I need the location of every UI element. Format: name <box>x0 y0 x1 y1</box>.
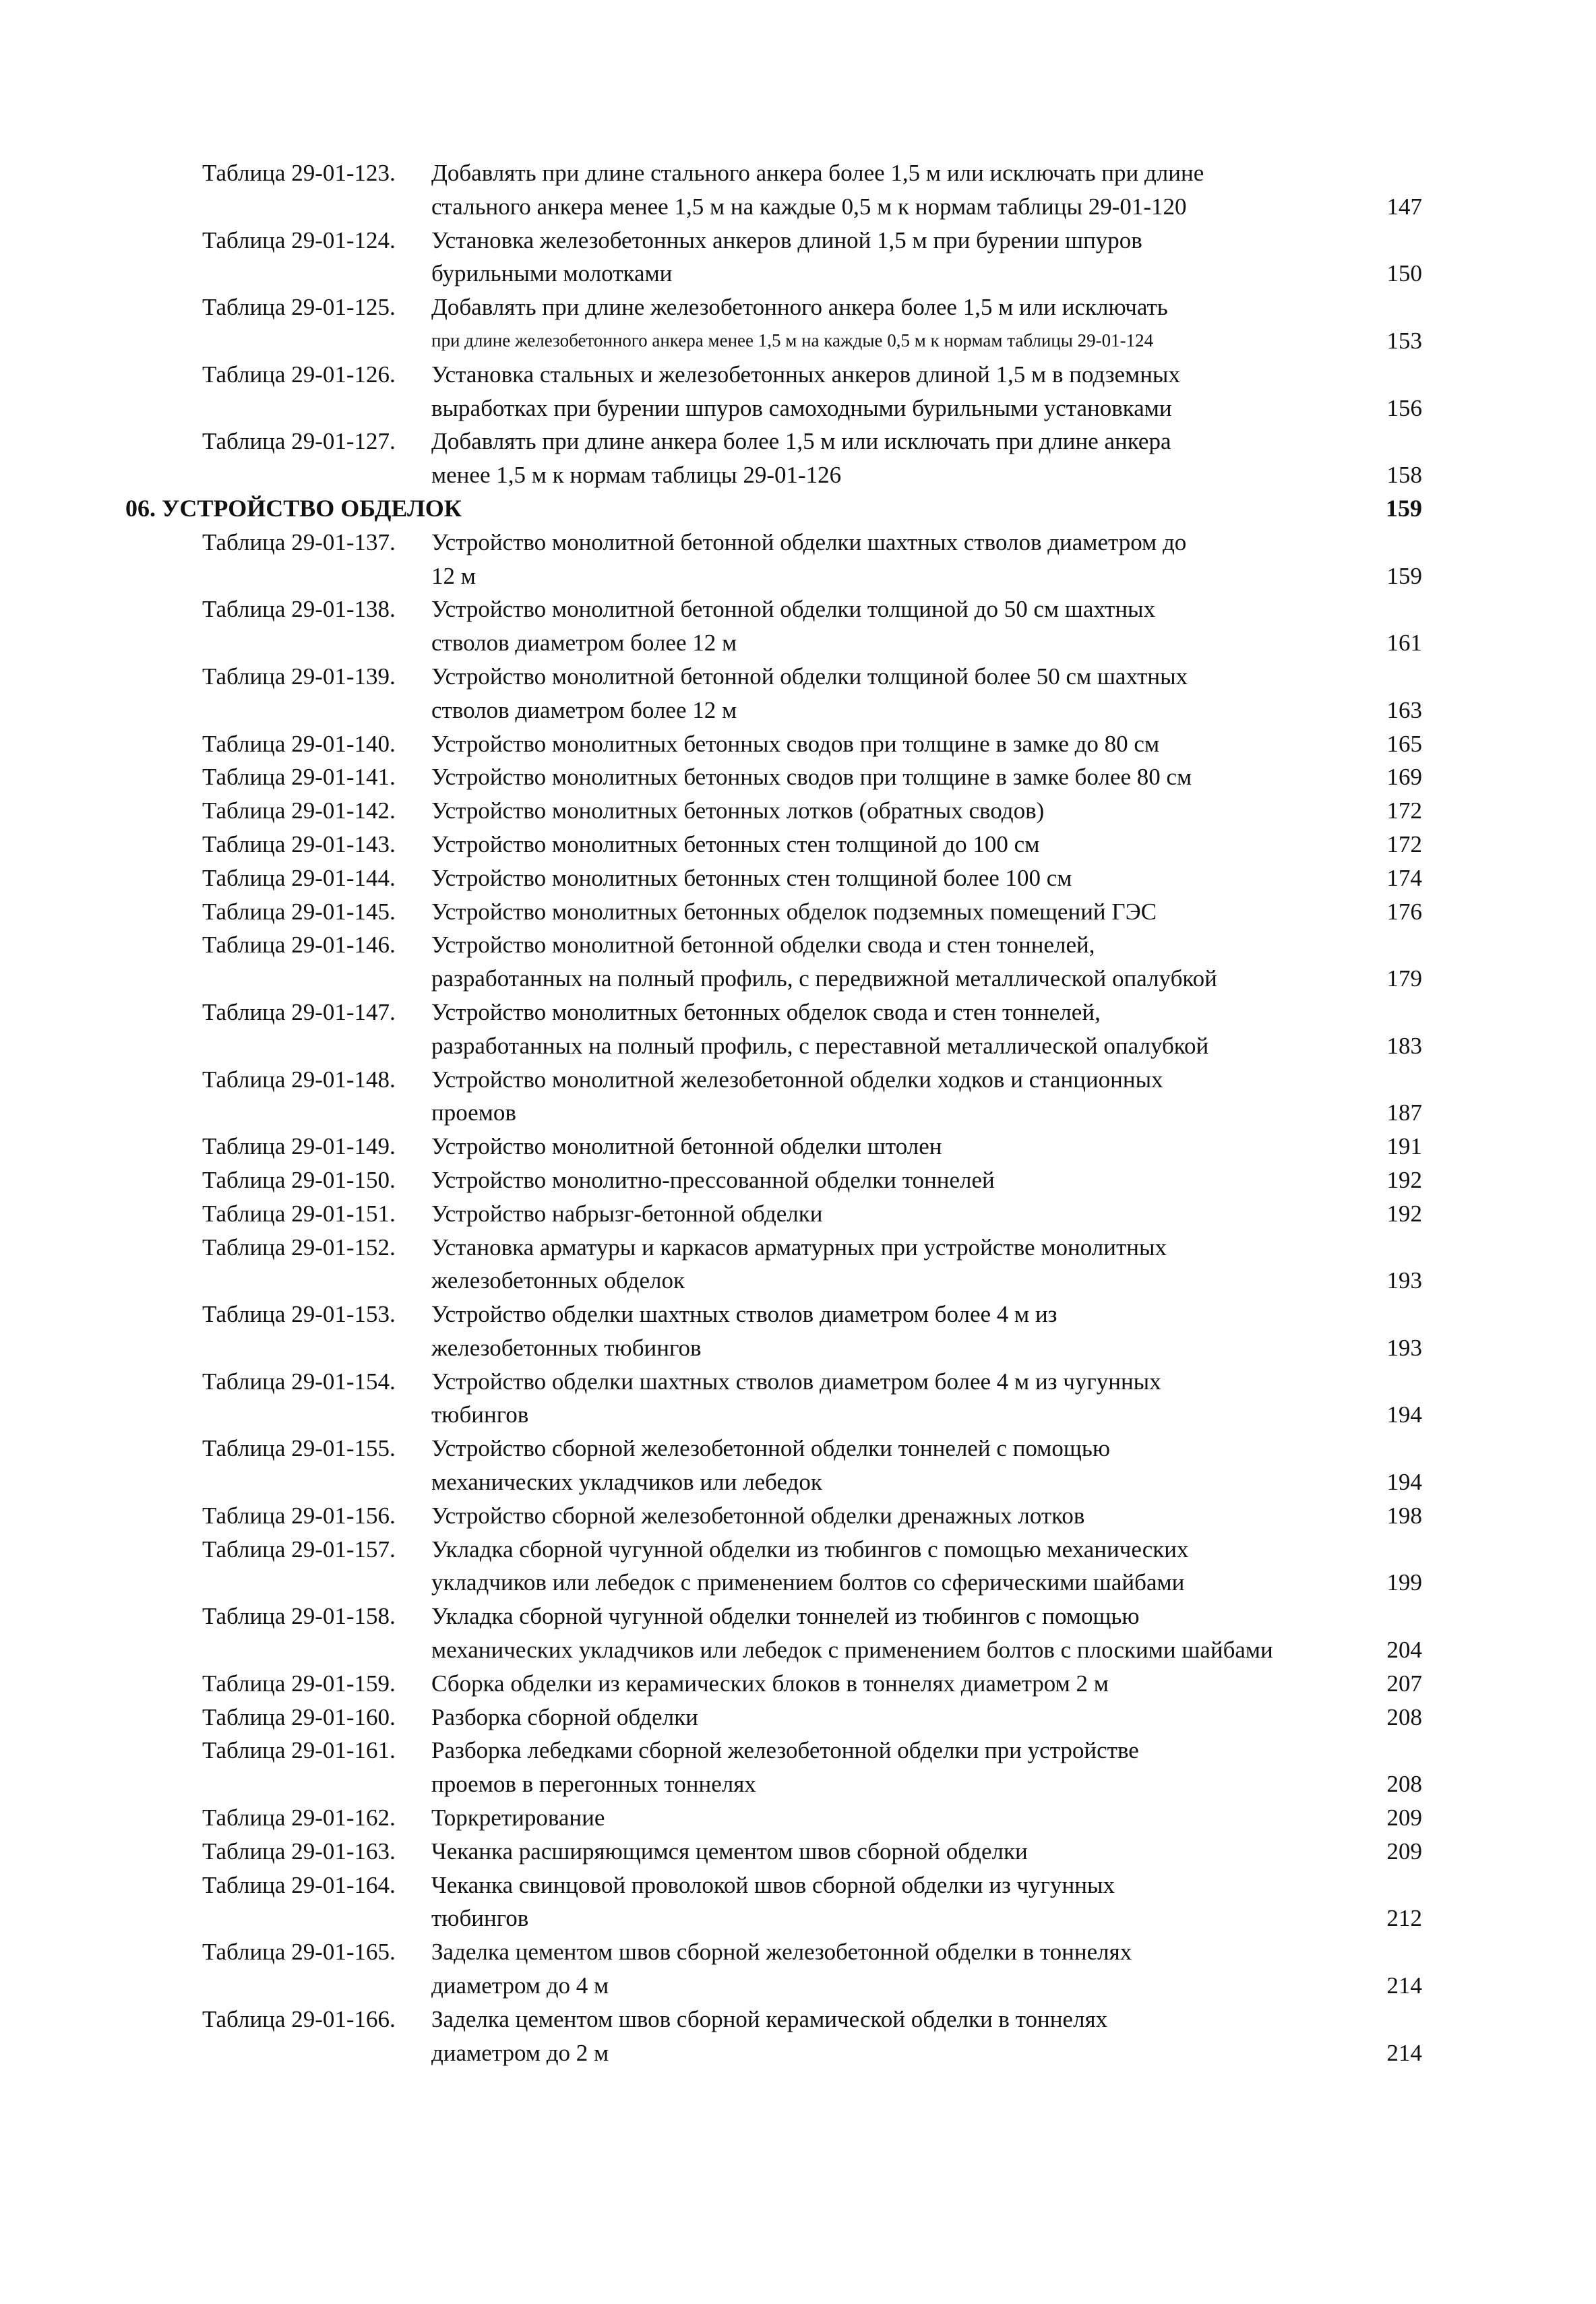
toc-entry-row <box>0 1533 1596 1567</box>
toc-entry-title: менее 1,5 м к нормам таблицы 29-01-126 <box>431 462 842 489</box>
toc-page-number: 207 <box>1386 1670 1422 1697</box>
toc-entry-title: Устройство монолитных бетонных лотков (обратных сводов) <box>431 797 1045 824</box>
toc-entry-label: Таблица 29-01-146. <box>202 932 396 959</box>
toc-entry-row <box>0 1566 1596 1600</box>
toc-entry-row <box>0 1969 1596 2003</box>
toc-page-number: 209 <box>1386 1838 1422 1865</box>
toc-entry-row <box>0 1667 1596 1701</box>
toc-entry-title: Добавлять при длине железобетонного анкера более 1,5 м или исключать <box>431 294 1168 321</box>
toc-entry-label: Таблица 29-01-155. <box>202 1435 396 1462</box>
toc-entry-label: Таблица 29-01-163. <box>202 1838 396 1865</box>
toc-entry-title: механических укладчиков или лебедок <box>431 1469 822 1496</box>
toc-entry-label: Таблица 29-01-149. <box>202 1133 396 1160</box>
toc-entry-title: стального анкера менее 1,5 м на каждые 0,5 м к нормам таблицы 29-01-120 <box>431 193 1187 220</box>
toc-page-number: 172 <box>1386 797 1422 824</box>
toc-entry-title: 12 м <box>431 562 476 589</box>
toc-entry-title: Устройство монолитных бетонных обделок подземных помещений ГЭС <box>431 898 1157 925</box>
toc-entry-row <box>0 1835 1596 1869</box>
toc-entry-row <box>0 1767 1596 1801</box>
toc-entry-row <box>0 593 1596 626</box>
toc-entry-row <box>0 928 1596 962</box>
toc-entry-title: Торкретирование <box>431 1805 605 1831</box>
toc-entry-title: Установка стальных и железобетонных анкеров длиной 1,5 м в подземных <box>431 361 1180 388</box>
toc-entry-row <box>0 828 1596 861</box>
toc-entry-label: Таблица 29-01-151. <box>202 1200 396 1227</box>
toc-page-number: 199 <box>1386 1569 1422 1596</box>
toc-entry-label: Таблица 29-01-143. <box>202 830 396 857</box>
toc-entry-row <box>0 1600 1596 1633</box>
toc-entry-label: Таблица 29-01-140. <box>202 730 396 757</box>
toc-entry-title: Устройство монолитных бетонных сводов при толщине в замке до 80 см <box>431 730 1160 757</box>
toc-entry-row <box>0 1935 1596 1969</box>
toc-page-number: 198 <box>1386 1502 1422 1529</box>
toc-page-number: 193 <box>1386 1267 1422 1294</box>
toc-entry-title: Заделка цементом швов сборной керамической обделки в тоннелях <box>431 2005 1108 2032</box>
toc-entry-row <box>0 794 1596 828</box>
toc-entry-row <box>0 324 1596 358</box>
toc-entry-title: проемов <box>431 1099 516 1126</box>
toc-entry-label: Таблица 29-01-156. <box>202 1502 396 1529</box>
toc-entry-title: Устройство монолитной бетонной обделки штолен <box>431 1133 942 1160</box>
toc-entry-title: Разборка сборной обделки <box>431 1703 698 1730</box>
toc-entry-title: Добавлять при длине анкера более 1,5 м или исключать при длине анкера <box>431 428 1171 455</box>
toc-page-number: 172 <box>1386 830 1422 857</box>
toc-entry-title: Чеканка свинцовой проволокой швов сборной обделки из чугунных <box>431 1871 1115 1898</box>
toc-entry-row <box>0 1130 1596 1163</box>
toc-entry-label: Таблица 29-01-141. <box>202 764 396 791</box>
toc-page-number: 176 <box>1386 898 1422 925</box>
toc-page-number: 150 <box>1386 260 1422 287</box>
toc-entry-row <box>0 1365 1596 1399</box>
toc-entry-title: механических укладчиков или лебедок с применением болтов с плоскими шайбами <box>431 1637 1273 1664</box>
toc-entry-title: Укладка сборной чугунной обделки из тюбингов с помощью механических <box>431 1536 1189 1563</box>
toc-entry-title: при длине железобетонного анкера менее 1,5 м на каждые 0,5 м к нормам таблицы 29-01-124 <box>431 330 1154 351</box>
toc-entry-label: Таблица 29-01-139. <box>202 663 396 690</box>
toc-entry-title: Устройство монолитной бетонной обделки толщиной до 50 см шахтных <box>431 596 1156 623</box>
toc-entry-title: разработанных на полный профиль, с переставной металлической опалубкой <box>431 1032 1209 1059</box>
toc-page-number: 165 <box>1386 730 1422 757</box>
toc-entry-label: Таблица 29-01-159. <box>202 1670 396 1697</box>
toc-entry-label: Таблица 29-01-126. <box>202 361 396 388</box>
toc-entry-label: Таблица 29-01-166. <box>202 2005 396 2032</box>
toc-entry-row <box>0 1063 1596 1097</box>
toc-section-heading: 06. УСТРОЙСТВО ОБДЕЛОК <box>125 494 462 522</box>
toc-entry-title: диаметром до 4 м <box>431 1972 609 1999</box>
toc-entry-title: Добавлять при длине стального анкера более 1,5 м или исключать при длине <box>431 160 1204 186</box>
toc-entry-title: Устройство обделки шахтных стволов диаметром более 4 м из чугунных <box>431 1368 1161 1395</box>
toc-entry-row <box>0 358 1596 392</box>
toc-entry-row <box>0 2036 1596 2070</box>
toc-entry-label: Таблица 29-01-144. <box>202 864 396 891</box>
toc-entry-row <box>0 1231 1596 1265</box>
toc-page-number: 209 <box>1386 1805 1422 1831</box>
toc-page-number: 191 <box>1386 1133 1422 1160</box>
toc-entry-row <box>0 291 1596 324</box>
toc-entry-label: Таблица 29-01-154. <box>202 1368 396 1395</box>
toc-page-number: 161 <box>1386 630 1422 657</box>
toc-page-number: 169 <box>1386 764 1422 791</box>
table-of-contents <box>0 156 1596 2069</box>
toc-page-number: 174 <box>1386 864 1422 891</box>
toc-entry-row <box>0 727 1596 761</box>
toc-entry-title: диаметром до 2 м <box>431 2039 609 2066</box>
toc-entry-title: Устройство монолитной железобетонной обделки ходков и станционных <box>431 1066 1163 1093</box>
toc-page-number: 208 <box>1386 1771 1422 1798</box>
toc-page-number: 156 <box>1386 394 1422 421</box>
toc-entry-row <box>0 626 1596 660</box>
toc-entry-title: Заделка цементом швов сборной железобетонной обделки в тоннелях <box>431 1939 1132 1966</box>
toc-entry-title: Сборка обделки из керамических блоков в тоннелях диаметром 2 м <box>431 1670 1109 1697</box>
toc-entry-label: Таблица 29-01-157. <box>202 1536 396 1563</box>
toc-section-row <box>0 492 1596 526</box>
toc-page-number: 158 <box>1386 462 1422 489</box>
toc-entry-title: Устройство сборной железобетонной обделки дренажных лотков <box>431 1502 1085 1529</box>
toc-entry-title: Установка железобетонных анкеров длиной 1,5 м при бурении шпуров <box>431 226 1142 253</box>
toc-entry-title: Устройство монолитных бетонных обделок свода и стен тоннелей, <box>431 998 1101 1025</box>
toc-entry-title: Устройство монолитной бетонной обделки шахтных стволов диаметром до <box>431 528 1187 555</box>
toc-entry-label: Таблица 29-01-152. <box>202 1234 396 1261</box>
toc-entry-row <box>0 1902 1596 1935</box>
toc-entry-label: Таблица 29-01-125. <box>202 294 396 321</box>
toc-entry-title: стволов диаметром более 12 м <box>431 696 737 723</box>
toc-entry-row <box>0 2003 1596 2036</box>
toc-entry-title: Устройство монолитной бетонной обделки толщиной более 50 см шахтных <box>431 663 1188 690</box>
toc-page-number: 212 <box>1386 1905 1422 1932</box>
toc-entry-title: разработанных на полный профиль, с передвижной металлической опалубкой <box>431 965 1217 992</box>
toc-page-number: 194 <box>1386 1469 1422 1496</box>
toc-entry-title: Устройство обделки шахтных стволов диаметром более 4 м из <box>431 1301 1057 1328</box>
toc-entry-row <box>0 1398 1596 1432</box>
toc-entry-row <box>0 425 1596 458</box>
toc-page-number: 147 <box>1386 193 1422 220</box>
toc-entry-label: Таблица 29-01-161. <box>202 1737 396 1764</box>
toc-entry-label: Таблица 29-01-165. <box>202 1939 396 1966</box>
toc-page-number: 163 <box>1386 696 1422 723</box>
toc-entry-label: Таблица 29-01-162. <box>202 1805 396 1831</box>
toc-entry-label: Таблица 29-01-138. <box>202 596 396 623</box>
toc-entry-row <box>0 962 1596 996</box>
toc-entry-label: Таблица 29-01-164. <box>202 1871 396 1898</box>
toc-entry-title: стволов диаметром более 12 м <box>431 630 737 657</box>
toc-entry-title: Разборка лебедками сборной железобетонной обделки при устройстве <box>431 1737 1139 1764</box>
toc-entry-title: тюбингов <box>431 1401 529 1428</box>
toc-entry-title: Установка арматуры и каркасов арматурных при устройстве монолитных <box>431 1234 1167 1261</box>
toc-entry-label: Таблица 29-01-127. <box>202 428 396 455</box>
toc-entry-row <box>0 392 1596 425</box>
toc-page-number: 159 <box>1386 494 1422 522</box>
toc-page-number: 192 <box>1386 1200 1422 1227</box>
toc-page-number: 192 <box>1386 1166 1422 1193</box>
toc-entry-title: укладчиков или лебедок с применением болтов со сферическими шайбами <box>431 1569 1185 1596</box>
toc-entry-row <box>0 458 1596 492</box>
toc-page-number: 214 <box>1386 2039 1422 2066</box>
toc-page-number: 153 <box>1386 327 1422 354</box>
toc-entry-row <box>0 996 1596 1029</box>
toc-entry-label: Таблица 29-01-150. <box>202 1166 396 1193</box>
toc-entry-title: Устройство сборной железобетонной обделки тоннелей с помощью <box>431 1435 1110 1462</box>
toc-entry-row <box>0 861 1596 895</box>
toc-entry-row <box>0 526 1596 559</box>
toc-entry-row <box>0 1734 1596 1767</box>
toc-entry-label: Таблица 29-01-137. <box>202 528 396 555</box>
toc-entry-label: Таблица 29-01-160. <box>202 1703 396 1730</box>
toc-entry-row <box>0 694 1596 727</box>
toc-entry-label: Таблица 29-01-147. <box>202 998 396 1025</box>
toc-page-number: 179 <box>1386 965 1422 992</box>
toc-entry-row <box>0 1432 1596 1465</box>
toc-entry-row <box>0 1465 1596 1499</box>
toc-entry-title: проемов в перегонных тоннелях <box>431 1771 756 1798</box>
toc-entry-label: Таблица 29-01-145. <box>202 898 396 925</box>
toc-page-number: 193 <box>1386 1334 1422 1361</box>
toc-entry-label: Таблица 29-01-158. <box>202 1603 396 1630</box>
toc-entry-title: выработках при бурении шпуров самоходными бурильными установками <box>431 394 1172 421</box>
toc-entry-row <box>0 257 1596 291</box>
toc-entry-row <box>0 1197 1596 1231</box>
toc-entry-row <box>0 1029 1596 1063</box>
toc-entry-title: Укладка сборной чугунной обделки тоннелей из тюбингов с помощью <box>431 1603 1140 1630</box>
toc-entry-title: Устройство монолитных бетонных стен толщиной до 100 см <box>431 830 1040 857</box>
toc-entry-title: железобетонных тюбингов <box>431 1334 702 1361</box>
toc-page-number: 194 <box>1386 1401 1422 1428</box>
toc-entry-title: Устройство монолитной бетонной обделки свода и стен тоннелей, <box>431 932 1095 959</box>
toc-entry-row <box>0 1869 1596 1902</box>
toc-page-number: 183 <box>1386 1032 1422 1059</box>
toc-entry-title: тюбингов <box>431 1905 529 1932</box>
toc-entry-row <box>0 1163 1596 1197</box>
toc-entry-row <box>0 1499 1596 1533</box>
toc-entry-title: бурильными молотками <box>431 260 673 287</box>
toc-entry-row <box>0 895 1596 929</box>
toc-entry-label: Таблица 29-01-153. <box>202 1301 396 1328</box>
toc-entry-row <box>0 760 1596 794</box>
toc-entry-row <box>0 156 1596 190</box>
toc-page-number: 214 <box>1386 1972 1422 1999</box>
toc-entry-row <box>0 660 1596 694</box>
toc-entry-label: Таблица 29-01-124. <box>202 226 396 253</box>
toc-entry-label: Таблица 29-01-148. <box>202 1066 396 1093</box>
toc-page-number: 208 <box>1386 1703 1422 1730</box>
toc-entry-row <box>0 190 1596 224</box>
toc-page-number: 159 <box>1386 562 1422 589</box>
toc-entry-row <box>0 1701 1596 1734</box>
toc-entry-title: железобетонных обделок <box>431 1267 685 1294</box>
toc-entry-row <box>0 1264 1596 1298</box>
toc-entry-title: Чеканка расширяющимся цементом швов сборной обделки <box>431 1838 1028 1865</box>
toc-entry-row <box>0 559 1596 593</box>
toc-entry-label: Таблица 29-01-123. <box>202 160 396 186</box>
toc-entry-row <box>0 1331 1596 1365</box>
toc-entry-title: Устройство монолитных бетонных сводов при толщине в замке более 80 см <box>431 764 1192 791</box>
toc-entry-title: Устройство монолитно-прессованной обделки тоннелей <box>431 1166 995 1193</box>
toc-entry-row <box>0 1298 1596 1331</box>
toc-entry-row <box>0 1633 1596 1667</box>
toc-entry-row <box>0 224 1596 257</box>
toc-page-number: 187 <box>1386 1099 1422 1126</box>
toc-page-number: 204 <box>1386 1637 1422 1664</box>
toc-entry-row <box>0 1801 1596 1835</box>
toc-entry-label: Таблица 29-01-142. <box>202 797 396 824</box>
toc-entry-title: Устройство набрызг-бетонной обделки <box>431 1200 823 1227</box>
toc-entry-row <box>0 1096 1596 1130</box>
toc-entry-title: Устройство монолитных бетонных стен толщиной более 100 см <box>431 864 1072 891</box>
